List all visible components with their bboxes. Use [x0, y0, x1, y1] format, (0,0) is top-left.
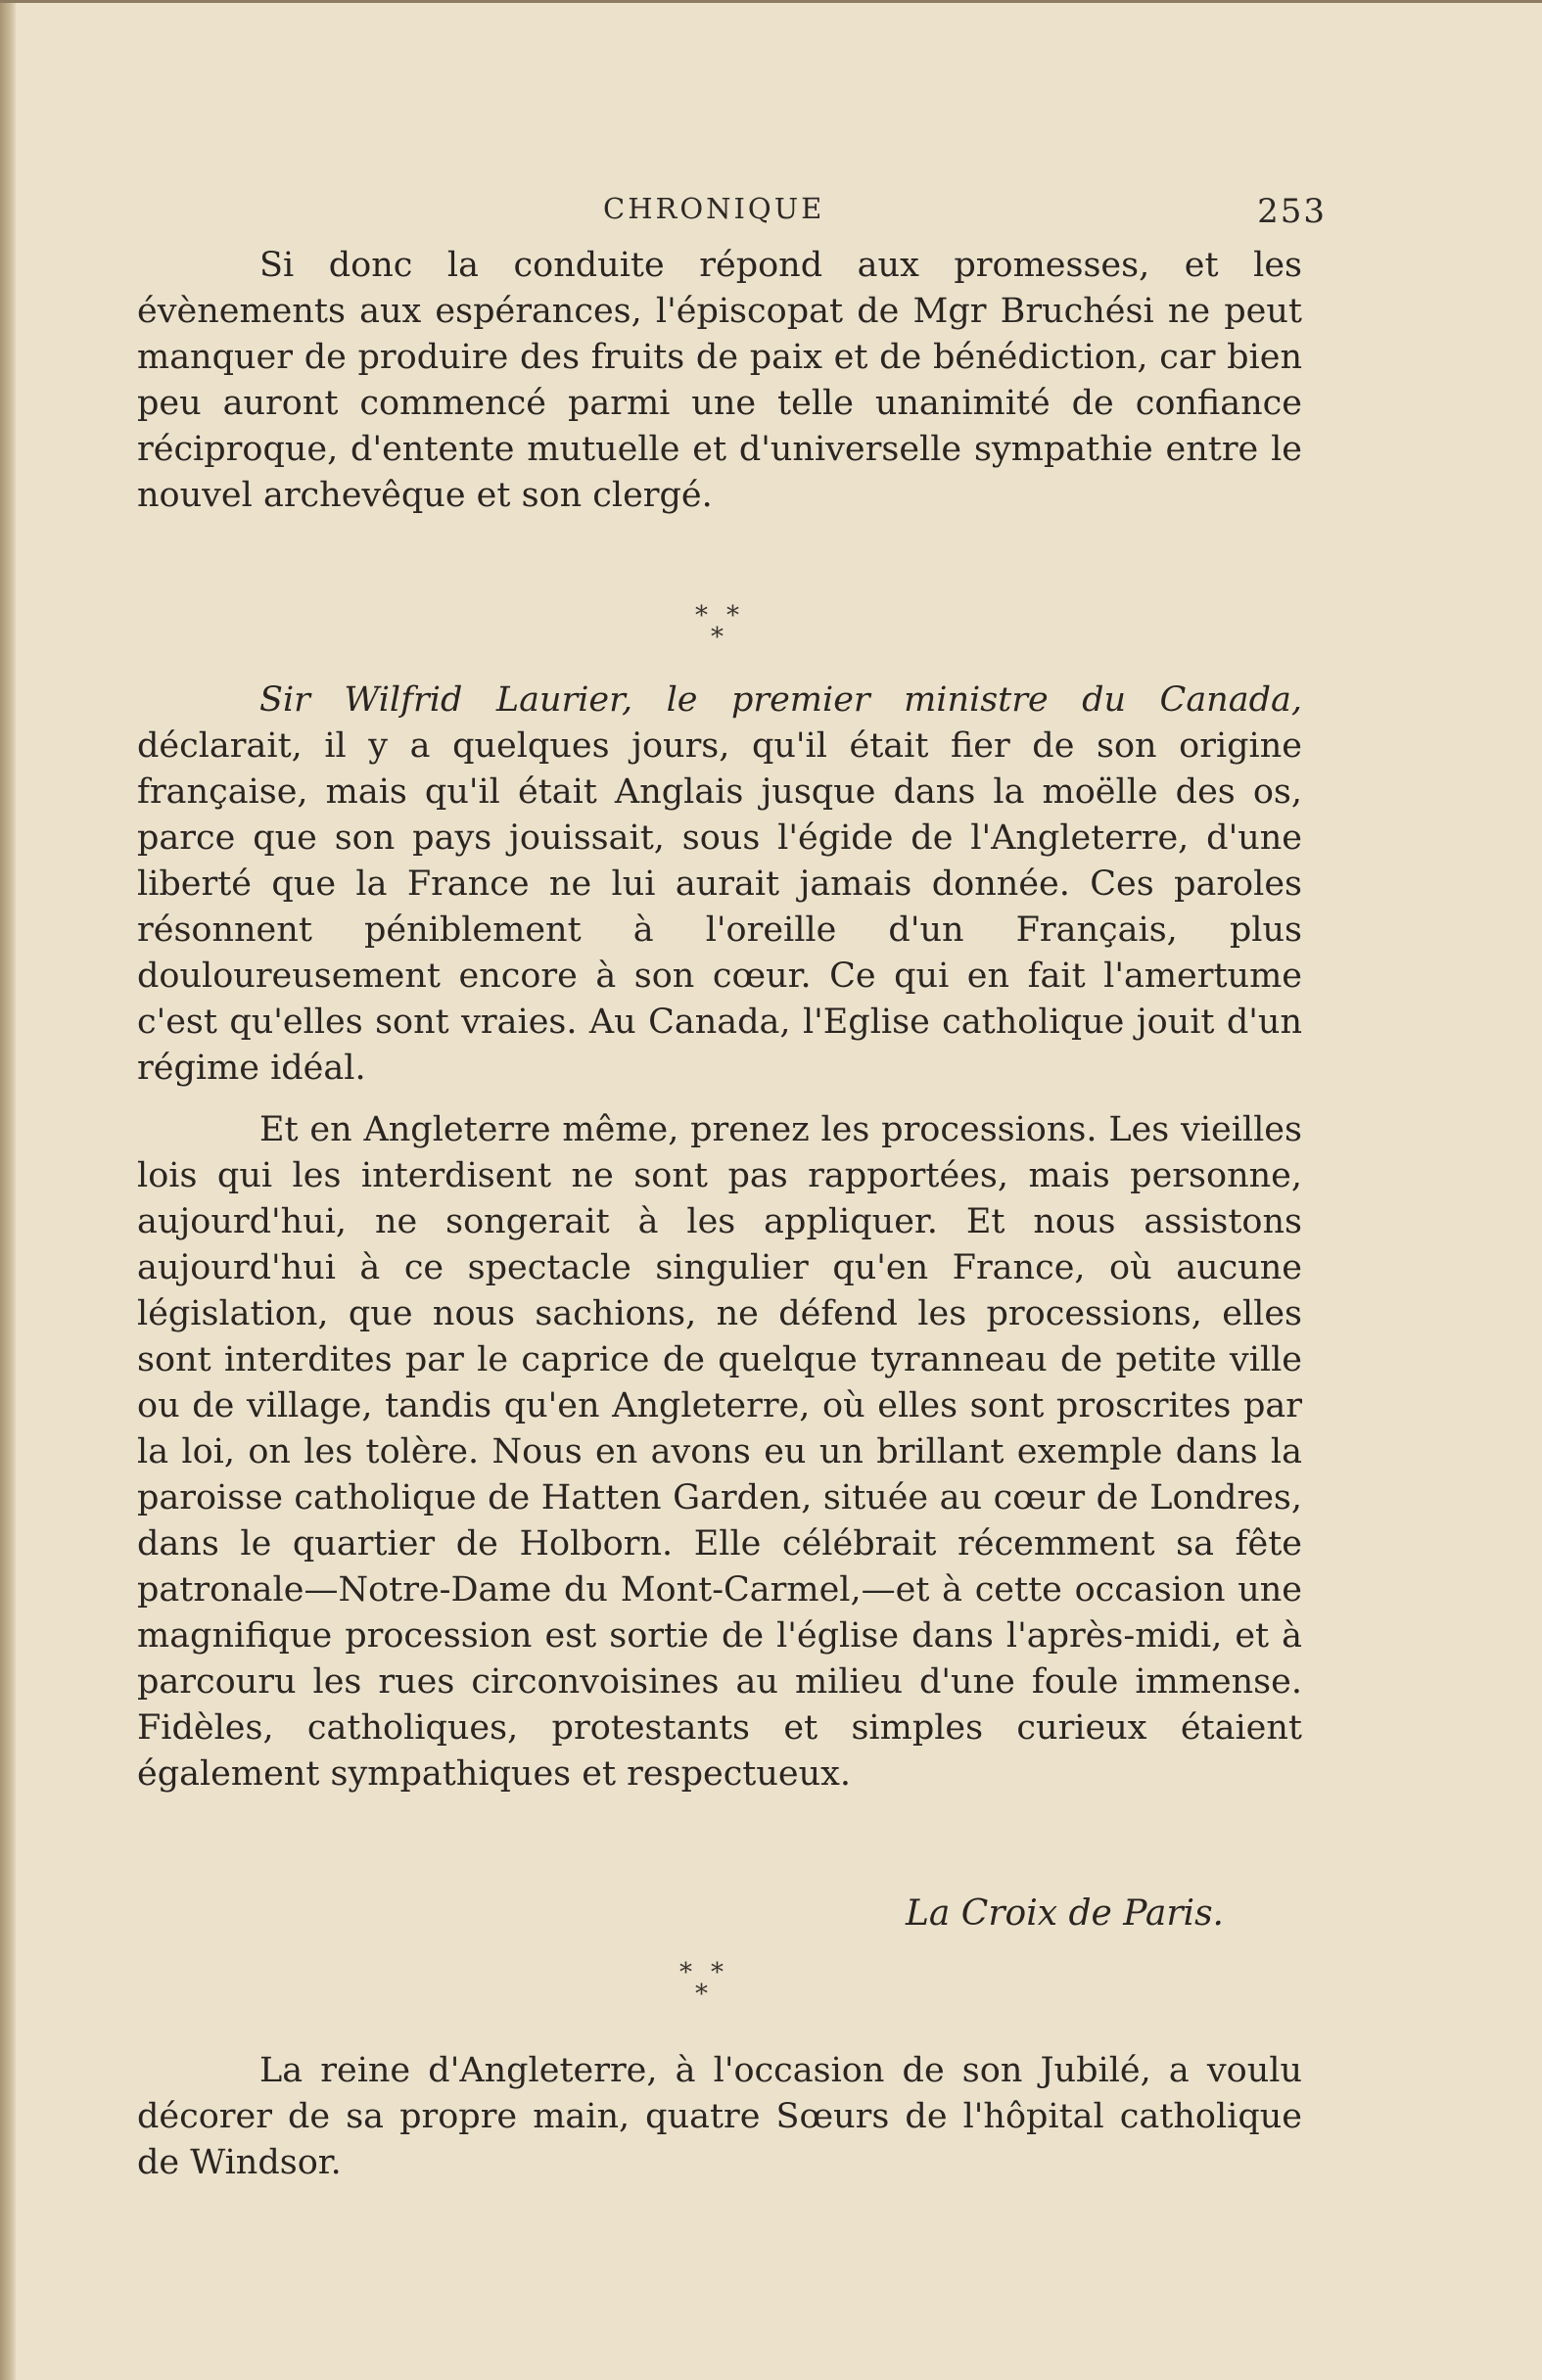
page-number: 253 [1257, 192, 1327, 231]
asterism-star: * [695, 601, 708, 630]
paragraph-jubile: La reine d'Angleterre, à l'occasion de son Jubilé, a voulu décorer de sa propre main, quatre Sœurs de l'hôpital catholique de Windsor. [137, 2051, 1302, 2182]
running-title: CHRONIQUE [603, 192, 825, 225]
asterism-separator [685, 603, 803, 672]
asterism-star: * [679, 1958, 692, 1987]
asterism-star: * [711, 623, 724, 652]
paragraph-processions: Et en Angleterre même, prenez les processions. Les vieilles lois qui les interdisent ne sont pas rapportées, mais personne, aujourd'hui, ne songerait à les appliquer. Et nous assistons aujourd'hui à ce spectacle singulier qu'en France, où aucune législation, que nous sachions, ne défend les processions, elles sont interdites par le caprice de quelque tyranneau de petite ville ou de village, tandis qu'en Angleterre, où elles sont proscrites par la loi, on les tolère. Nous en avons eu un brillant exemple dans la paroisse catholique de Hatten Garden, située au cœur de Londres, dans le quartier de Holborn. Elle célébrait récemment sa fête patronale—Notre-Dame du Mont-Carmel,—et à cette occasion une magnifique procession est sortie de l'église dans l'après-midi, et à parcouru les rues circonvoisines au milieu d'une foule immense. Fidèles, catholiques, protestants et simples curieux étaient également sympathiques et respectueux. [137, 1110, 1302, 1794]
paragraph-episcopat: Si donc la conduite répond aux promesses, et les évènements aux espérances, l'épiscopat de Mgr Bruchési ne peut manquer de produire des fruits de paix et de bénédiction, car bien peu auront commencé parmi une telle unanimité de confiance réciproque, d'entente mutuelle et d'universelle sympathie entre le nouvel archevêque et son clergé. [137, 246, 1302, 515]
asterism-star: * [726, 601, 739, 630]
running-header [137, 192, 1327, 231]
asterism-star: * [695, 1980, 708, 2009]
laurier-italic-lead: Sir Wilfrid Laurier, le premier ministre du Canada, [259, 680, 1302, 720]
paragraph-laurier [137, 677, 1302, 1092]
source-attribution: La Croix de Paris. [905, 1893, 1224, 1934]
asterism-star: * [711, 1958, 724, 1987]
laurier-body: déclarait, il y a quelques jours, qu'il était fier de son origine française, mais qu'il était Anglais jusque dans la moëlle des os, parce que son pays jouissait, sous l'égide de l'Angleterre, d'une liberté que la France ne lui aurait jamais donnée. Ces paroles résonnent péniblement à l'oreille d'un Français, plus douloureusement encore à son cœur. Ce qui en fait l'amertume c'est qu'elles sont vraies. Au Canada, l'Eglise catholique jouit d'un régime idéal. [137, 726, 1302, 1088]
asterism-separator [670, 1960, 787, 2029]
